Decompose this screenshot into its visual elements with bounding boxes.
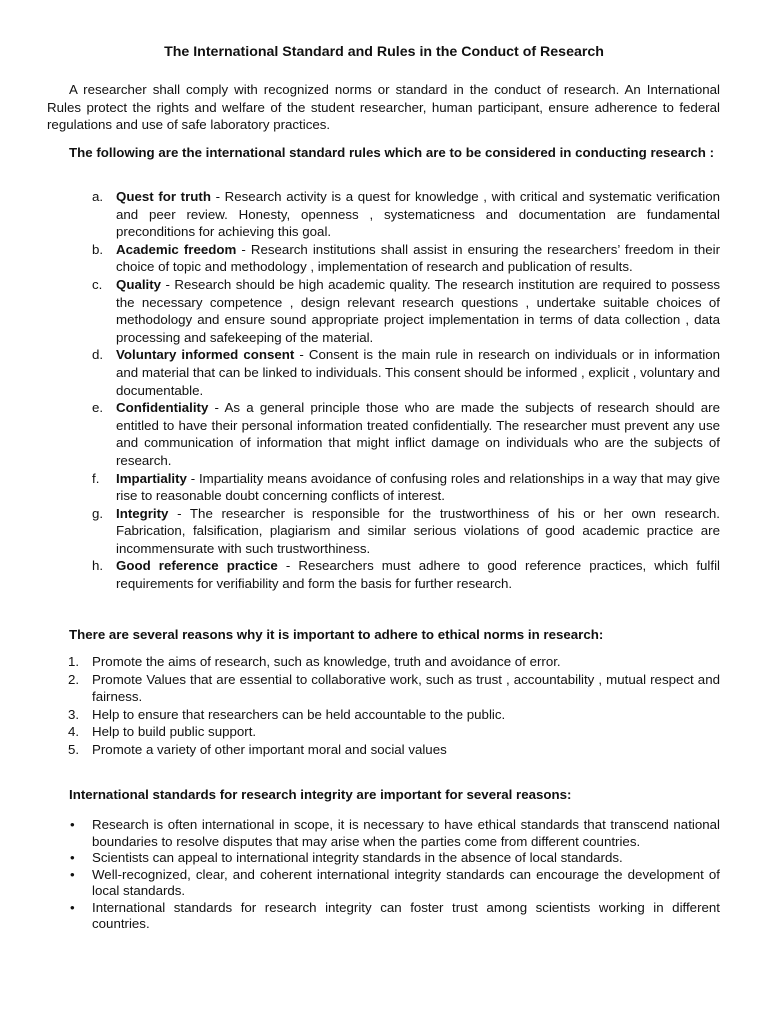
list-marker: d. — [92, 347, 104, 363]
list-marker: 5. — [68, 741, 80, 757]
rule-term: Quality — [116, 276, 162, 292]
list-item — [68, 653, 720, 671]
rule-term: Voluntary informed consent — [116, 347, 295, 363]
document-title: The International Standard and Rules in the Conduct of Research — [164, 44, 604, 60]
list-item — [92, 557, 720, 592]
reason-text: Promote the aims of research, such as knowledge, truth and avoidance of error. — [92, 654, 561, 669]
rule-text: - The researcher is responsible for the trustworthiness of his or her own research. Fabrication, falsification, plagiarism and similar serious violations of good academic practice are incommensurate with such trustworthiness. — [116, 505, 720, 556]
rule-term: Integrity — [116, 505, 169, 521]
rule-term: Impartiality — [116, 470, 187, 486]
list-marker: g. — [92, 505, 104, 521]
list-marker: e. — [92, 400, 104, 416]
rule-term: Good reference practice — [116, 558, 278, 574]
list-marker: 4. — [68, 724, 80, 740]
integrity-text: Well-recognized, clear, and coherent international integrity standards can encourage the development of local standards. — [92, 866, 720, 898]
list-item — [92, 470, 720, 505]
rule-text: - Impartiality means avoidance of confusing roles and relationships in a way that may give rise to reasonable doubt concerning conflicts of interest. — [116, 470, 720, 504]
list-item — [68, 867, 720, 900]
list-marker: f. — [92, 470, 100, 486]
bullet-icon: • — [70, 817, 75, 832]
list-marker: b. — [92, 241, 104, 257]
list-item — [92, 276, 720, 346]
rule-term: Quest for truth — [116, 189, 211, 204]
reason-text: Promote Values that are essential to collaborative work, such as trust , accountability , mutual respect and fairness. — [92, 671, 720, 705]
rule-text: - Research institutions shall assist in ensuring the researchers’ freedom in their choice of topic and methodology , implementation of research and publication of results. — [116, 241, 720, 275]
integrity-text: Research is often international in scope, it is necessary to have ethical standards that transcend national boundaries to resolve disputes that may arise when the parties come from different countries. — [92, 817, 720, 849]
integrity-text: International standards for research integrity can foster trust among scientists working in different countries. — [92, 899, 720, 931]
list-item — [92, 505, 720, 558]
list-marker: h. — [92, 558, 104, 574]
rules-list — [92, 188, 720, 593]
list-item — [68, 671, 720, 706]
rule-term: Confidentiality — [116, 400, 209, 416]
list-item — [68, 850, 720, 867]
bullet-icon: • — [70, 899, 75, 915]
reason-text: Promote a variety of other important moral and social values — [92, 741, 447, 757]
list-item — [92, 346, 720, 399]
list-item — [92, 241, 720, 276]
reasons-heading: There are several reasons why it is important to adhere to ethical norms in research: — [69, 627, 604, 642]
list-marker: c. — [92, 276, 103, 292]
rule-text: - Research activity is a quest for knowledge , with critical and systematic verification and peer review. Honesty, openness , systematicness and documentation are fundamental preconditions for achieving this goal. — [116, 189, 720, 240]
list-item — [68, 900, 720, 933]
list-item — [68, 741, 720, 759]
list-item — [68, 723, 720, 741]
list-marker: 3. — [68, 706, 80, 722]
bullet-icon: • — [70, 850, 75, 865]
bullet-icon: • — [70, 866, 75, 882]
list-marker: a. — [92, 189, 104, 204]
reasons-list — [68, 653, 720, 759]
list-marker: 1. — [68, 654, 80, 669]
rule-text: - Researchers must adhere to good reference practices, which fulfil requirements for verifiability and form the basis for further research. — [116, 558, 720, 592]
rules-heading: The following are the international standard rules which are to be considered in conducting research : — [69, 145, 715, 160]
integrity-heading: International standards for research integrity are important for several reasons: — [69, 787, 572, 802]
integrity-list — [68, 817, 720, 933]
intro-paragraph: A researcher shall comply with recognized norms or standard in the conduct of research. An International Rules protect the rights and welfare of the student researcher, human participant, ensure adherence to federal regulations and use of safe laboratory practices. — [47, 82, 720, 133]
list-marker: 2. — [68, 671, 80, 687]
rule-text: - Consent is the main rule in research on individuals or in information and material that can be linked to individuals. This consent should be informed , explicit , voluntary and documentable. — [116, 347, 720, 398]
list-item — [92, 399, 720, 469]
list-item — [92, 188, 720, 241]
integrity-text: Scientists can appeal to international integrity standards in the absence of local standards. — [92, 850, 623, 865]
reason-text: Help to build public support. — [92, 724, 257, 740]
rule-text: - As a general principle those who are made the subjects of research should are entitled to have their personal information treated confidentially. The researcher must prevent any use and communication of information that might inflict damage on individuals who are the subjects of research. — [116, 400, 720, 468]
reason-text: Help to ensure that researchers can be held accountable to the public. — [92, 706, 506, 722]
list-item — [68, 817, 720, 850]
list-item — [68, 706, 720, 724]
rule-term: Academic freedom — [116, 241, 237, 257]
rule-text: - Research should be high academic quality. The research institution are required to possess the necessary competence , design relevant research questions , undertake suitable choices of methodology and ensure sound appropriate project implementation in terms of data collection , data processing and safekeeping of the material. — [116, 276, 720, 345]
